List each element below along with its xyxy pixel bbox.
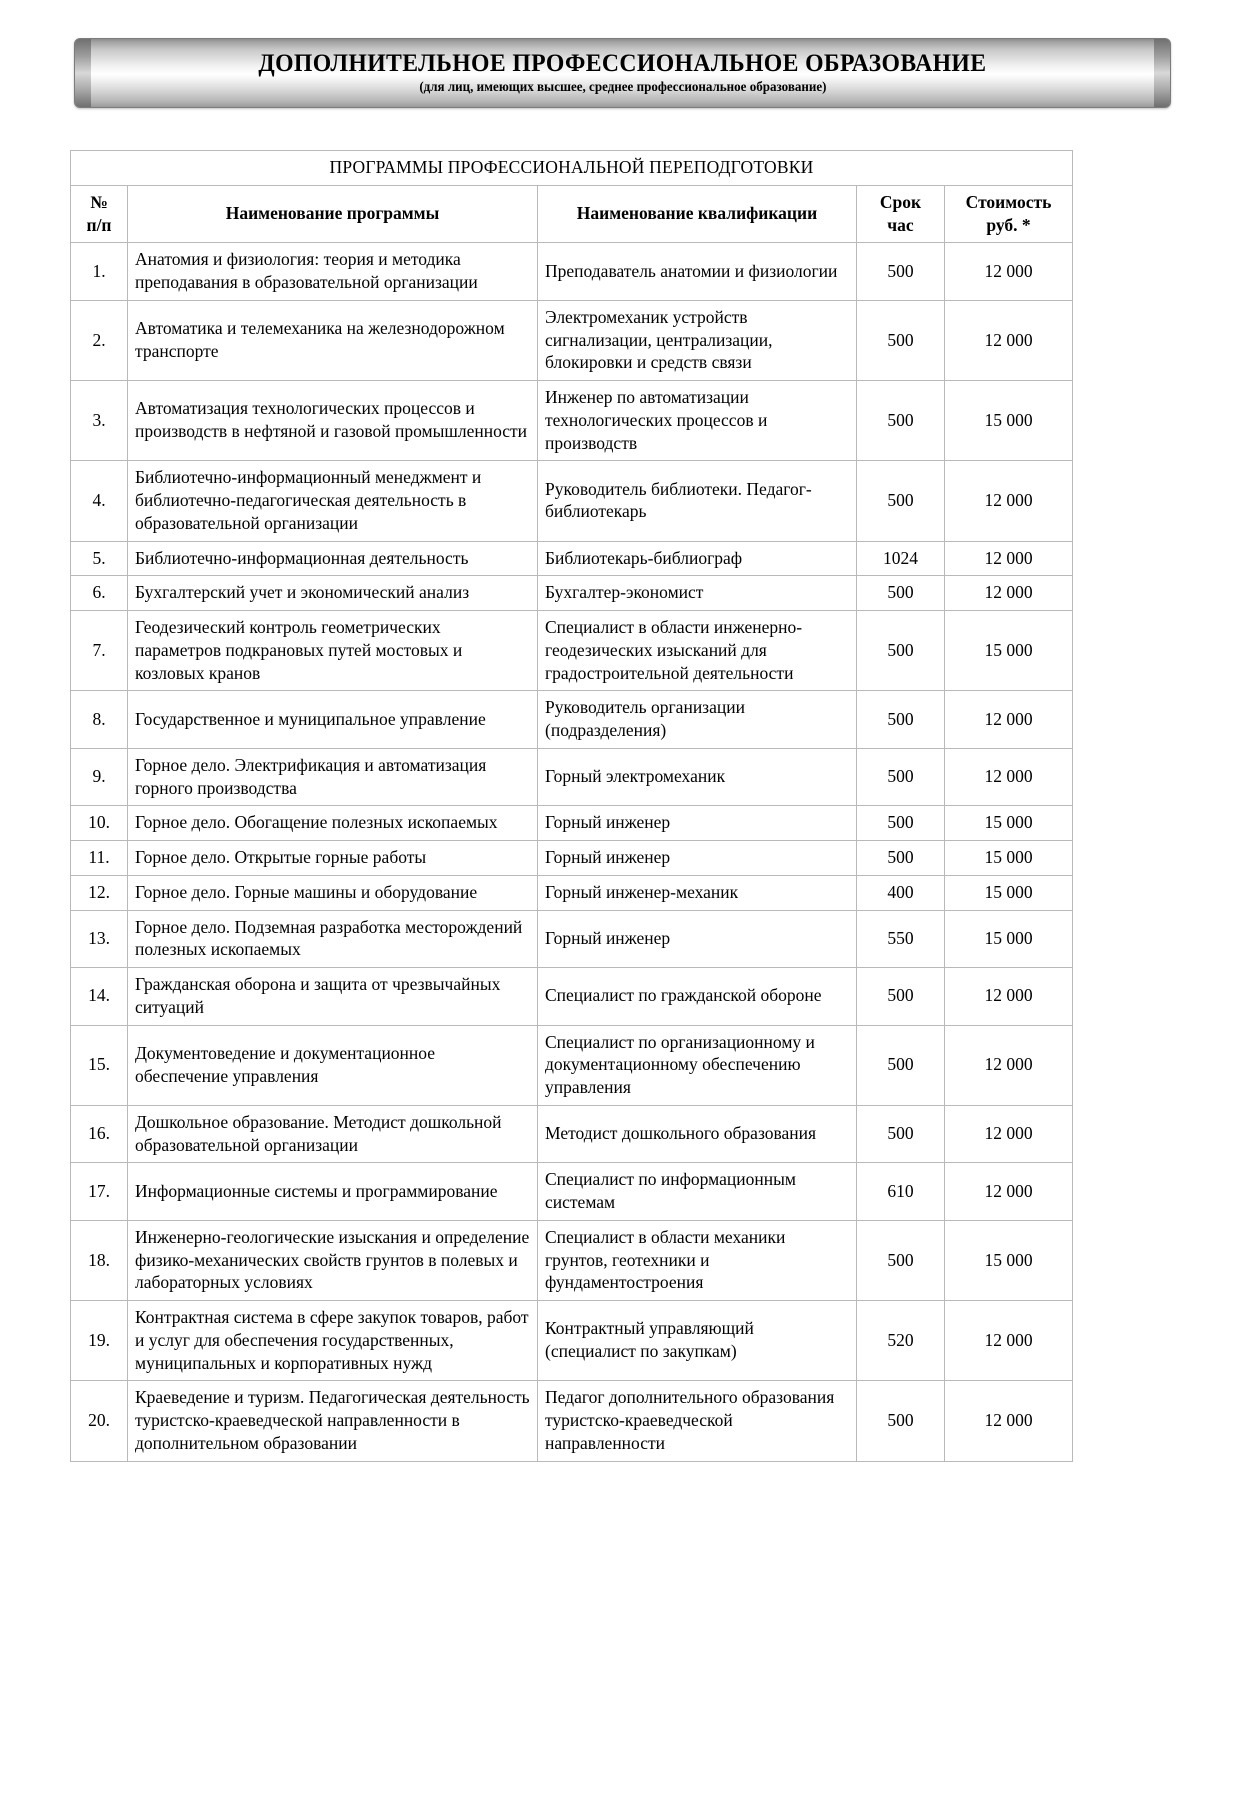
- cell-cost: 12 000: [945, 1163, 1073, 1221]
- cell-cost: 12 000: [945, 576, 1073, 611]
- cell-number: 9.: [71, 748, 128, 806]
- cell-number: 18.: [71, 1220, 128, 1300]
- cell-number: 10.: [71, 806, 128, 841]
- header-banner-wrapper: [74, 38, 1171, 108]
- cell-cost: 12 000: [945, 1025, 1073, 1105]
- cell-program-name: Автоматизация технологических процессов и производств в нефтяной и газовой промышленности: [128, 381, 538, 461]
- programs-table: [70, 150, 1073, 1462]
- cell-number: 6.: [71, 576, 128, 611]
- cell-hours: 500: [857, 611, 945, 691]
- cell-cost: 15 000: [945, 910, 1073, 968]
- page-title: ДОПОЛНИТЕЛЬНОЕ ПРОФЕССИОНАЛЬНОЕ ОБРАЗОВАНИЕ: [258, 48, 987, 78]
- cell-qualification-name: Горный инженер: [538, 841, 857, 876]
- cell-hours: 500: [857, 1220, 945, 1300]
- table-row: [71, 1163, 1073, 1221]
- cell-program-name: Государственное и муниципальное управление: [128, 691, 538, 749]
- table-row: [71, 806, 1073, 841]
- cell-hours: 500: [857, 841, 945, 876]
- column-header-program: Наименование программы: [128, 185, 538, 243]
- table-row: [71, 1220, 1073, 1300]
- cell-number: 19.: [71, 1301, 128, 1381]
- cell-qualification-name: Горный инженер: [538, 910, 857, 968]
- cell-hours: 610: [857, 1163, 945, 1221]
- cell-qualification-name: Педагог дополнительного образования туристско-краеведческой направленности: [538, 1381, 857, 1461]
- cell-cost: 12 000: [945, 1301, 1073, 1381]
- cell-qualification-name: Специалист в области инженерно-геодезических изысканий для градостроительной деятельности: [538, 611, 857, 691]
- cell-qualification-name: Контрактный управляющий (специалист по закупкам): [538, 1301, 857, 1381]
- cell-number: 3.: [71, 381, 128, 461]
- cell-hours: 400: [857, 875, 945, 910]
- cell-program-name: Контрактная система в сфере закупок товаров, работ и услуг для обеспечения государственных, муниципальных и корпоративных нужд: [128, 1301, 538, 1381]
- column-header-hours-line1: Срок: [879, 191, 922, 212]
- cell-qualification-name: Специалист по гражданской обороне: [538, 968, 857, 1026]
- page-subtitle: (для лиц, имеющих высшее, среднее профессиональное образование): [418, 79, 827, 95]
- cell-number: 8.: [71, 691, 128, 749]
- cell-qualification-name: Горный инженер-механик: [538, 875, 857, 910]
- cell-hours: 500: [857, 576, 945, 611]
- cell-number: 15.: [71, 1025, 128, 1105]
- column-header-qualification: Наименование квалификации: [538, 185, 857, 243]
- column-header-number-line1: №: [90, 191, 108, 212]
- cell-qualification-name: Электромеханик устройств сигнализации, централизации, блокировки и средств связи: [538, 300, 857, 380]
- cell-number: 4.: [71, 461, 128, 541]
- table-row: [71, 1025, 1073, 1105]
- cell-qualification-name: Специалист по информационным системам: [538, 1163, 857, 1221]
- cell-cost: 12 000: [945, 968, 1073, 1026]
- column-header-number-line2: п/п: [86, 214, 112, 235]
- cell-cost: 12 000: [945, 1381, 1073, 1461]
- table-row: [71, 691, 1073, 749]
- table-row: [71, 300, 1073, 380]
- cell-program-name: Бухгалтерский учет и экономический анализ: [128, 576, 538, 611]
- document-page: [0, 38, 1241, 1793]
- table-caption: ПРОГРАММЫ ПРОФЕССИОНАЛЬНОЙ ПЕРЕПОДГОТОВКИ: [71, 151, 1073, 186]
- table-row: [71, 541, 1073, 576]
- cell-hours: 500: [857, 968, 945, 1026]
- table-row: [71, 968, 1073, 1026]
- table-row: [71, 381, 1073, 461]
- cell-hours: 500: [857, 243, 945, 301]
- column-header-cost-line1: Стоимость: [965, 191, 1052, 212]
- cell-hours: 500: [857, 1025, 945, 1105]
- cell-number: 11.: [71, 841, 128, 876]
- cell-hours: 500: [857, 691, 945, 749]
- cell-cost: 12 000: [945, 243, 1073, 301]
- cell-cost: 12 000: [945, 461, 1073, 541]
- cell-cost: 12 000: [945, 300, 1073, 380]
- table-row: [71, 611, 1073, 691]
- cell-program-name: Горное дело. Подземная разработка месторождений полезных ископаемых: [128, 910, 538, 968]
- table-row: [71, 576, 1073, 611]
- cell-hours: 1024: [857, 541, 945, 576]
- cell-number: 13.: [71, 910, 128, 968]
- cell-qualification-name: Специалист по организационному и документационному обеспечению управления: [538, 1025, 857, 1105]
- cell-program-name: Горное дело. Горные машины и оборудование: [128, 875, 538, 910]
- cell-qualification-name: Горный инженер: [538, 806, 857, 841]
- cell-hours: 500: [857, 748, 945, 806]
- table-row: [71, 1105, 1073, 1163]
- cell-hours: 550: [857, 910, 945, 968]
- cell-qualification-name: Методист дошкольного образования: [538, 1105, 857, 1163]
- cell-program-name: Краеведение и туризм. Педагогическая деятельность туристско-краеведческой направленности в дополнительном образовании: [128, 1381, 538, 1461]
- cell-qualification-name: Горный электромеханик: [538, 748, 857, 806]
- cell-hours: 500: [857, 1381, 945, 1461]
- cell-hours: 520: [857, 1301, 945, 1381]
- cell-qualification-name: Бухгалтер-экономист: [538, 576, 857, 611]
- cell-hours: 500: [857, 806, 945, 841]
- cell-qualification-name: Руководитель организации (подразделения): [538, 691, 857, 749]
- cell-program-name: Гражданская оборона и защита от чрезвычайных ситуаций: [128, 968, 538, 1026]
- table-caption-row: [71, 151, 1073, 186]
- cell-cost: 12 000: [945, 541, 1073, 576]
- cell-number: 20.: [71, 1381, 128, 1461]
- cell-program-name: Документоведение и документационное обеспечение управления: [128, 1025, 538, 1105]
- table-row: [71, 875, 1073, 910]
- column-header-cost: [945, 185, 1073, 243]
- cell-cost: 15 000: [945, 381, 1073, 461]
- cell-number: 2.: [71, 300, 128, 380]
- header-banner: [74, 38, 1171, 108]
- cell-program-name: Библиотечно-информационный менеджмент и библиотечно-педагогическая деятельность в образовательной организации: [128, 461, 538, 541]
- cell-number: 14.: [71, 968, 128, 1026]
- column-header-cost-line2: руб. *: [986, 214, 1031, 235]
- cell-hours: 500: [857, 300, 945, 380]
- cell-qualification-name: Инженер по автоматизации технологических процессов и производств: [538, 381, 857, 461]
- cell-cost: 12 000: [945, 1105, 1073, 1163]
- column-header-number: [71, 185, 128, 243]
- cell-program-name: Инженерно-геологические изыскания и определение физико-механических свойств грунтов в полевых и лабораторных условиях: [128, 1220, 538, 1300]
- cell-hours: 500: [857, 1105, 945, 1163]
- cell-program-name: Горное дело. Обогащение полезных ископаемых: [128, 806, 538, 841]
- column-header-hours: [857, 185, 945, 243]
- table-row: [71, 841, 1073, 876]
- column-header-hours-line2: час: [887, 214, 914, 235]
- table-row: [71, 748, 1073, 806]
- cell-number: 1.: [71, 243, 128, 301]
- cell-qualification-name: Специалист в области механики грунтов, геотехники и фундаментостроения: [538, 1220, 857, 1300]
- cell-program-name: Библиотечно-информационная деятельность: [128, 541, 538, 576]
- cell-cost: 15 000: [945, 806, 1073, 841]
- cell-program-name: Горное дело. Открытые горные работы: [128, 841, 538, 876]
- table-row: [71, 243, 1073, 301]
- cell-cost: 15 000: [945, 1220, 1073, 1300]
- cell-program-name: Информационные системы и программирование: [128, 1163, 538, 1221]
- cell-hours: 500: [857, 461, 945, 541]
- cell-number: 7.: [71, 611, 128, 691]
- table-header-row: [71, 185, 1073, 243]
- cell-program-name: Горное дело. Электрификация и автоматизация горного производства: [128, 748, 538, 806]
- cell-program-name: Геодезический контроль геометрических параметров подкрановых путей мостовых и козловых кранов: [128, 611, 538, 691]
- cell-cost: 15 000: [945, 875, 1073, 910]
- cell-cost: 12 000: [945, 748, 1073, 806]
- cell-number: 5.: [71, 541, 128, 576]
- table-row: [71, 1381, 1073, 1461]
- table-row: [71, 1301, 1073, 1381]
- cell-number: 17.: [71, 1163, 128, 1221]
- table-body: [71, 243, 1073, 1461]
- table-head: [71, 151, 1073, 243]
- cell-qualification-name: Библиотекарь-библиограф: [538, 541, 857, 576]
- cell-hours: 500: [857, 381, 945, 461]
- cell-number: 16.: [71, 1105, 128, 1163]
- table-row: [71, 910, 1073, 968]
- cell-cost: 12 000: [945, 691, 1073, 749]
- cell-program-name: Автоматика и телемеханика на железнодорожном транспорте: [128, 300, 538, 380]
- cell-qualification-name: Преподаватель анатомии и физиологии: [538, 243, 857, 301]
- cell-program-name: Анатомия и физиология: теория и методика преподавания в образовательной организации: [128, 243, 538, 301]
- cell-cost: 15 000: [945, 841, 1073, 876]
- cell-program-name: Дошкольное образование. Методист дошкольной образовательной организации: [128, 1105, 538, 1163]
- cell-cost: 15 000: [945, 611, 1073, 691]
- programs-table-wrapper: [70, 150, 1171, 1462]
- cell-qualification-name: Руководитель библиотеки. Педагог-библиотекарь: [538, 461, 857, 541]
- table-row: [71, 461, 1073, 541]
- cell-number: 12.: [71, 875, 128, 910]
